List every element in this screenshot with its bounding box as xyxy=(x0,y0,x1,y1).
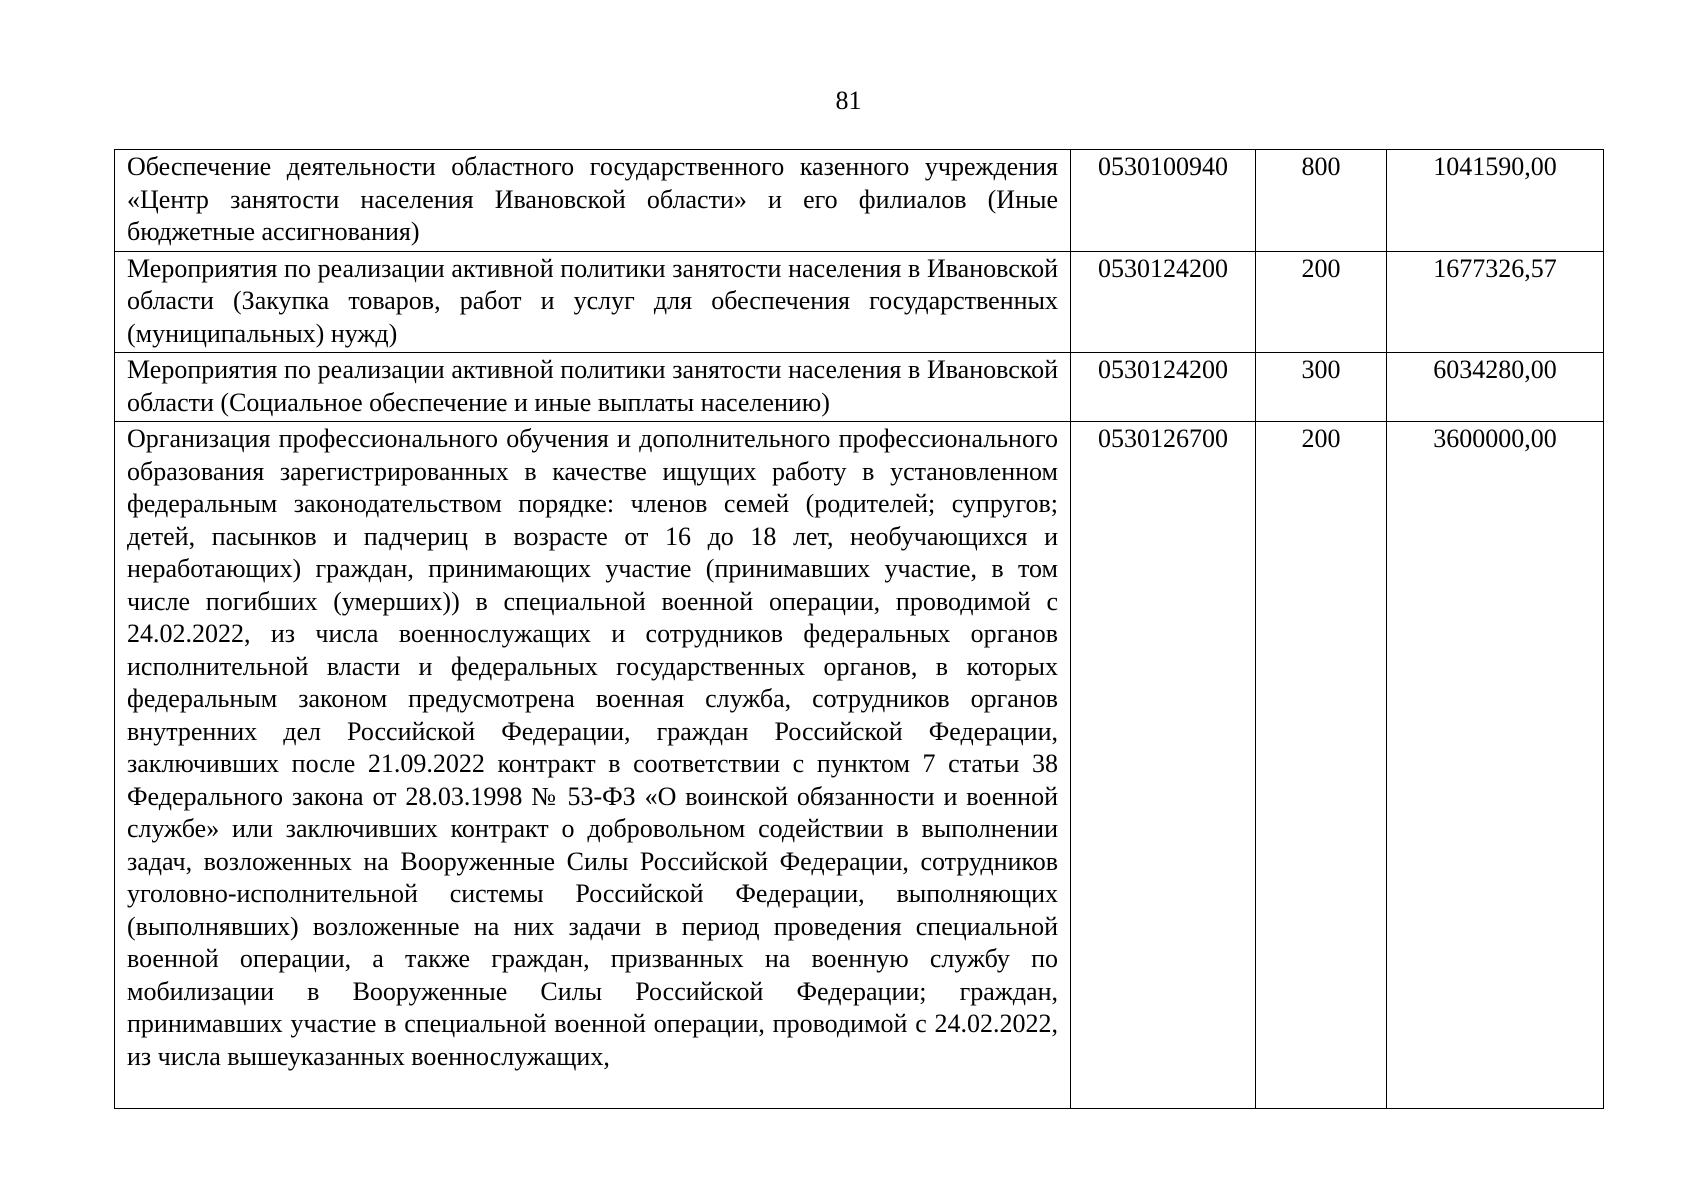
row-description: Обеспечение деятельности областного государственного казенного учреждения «Центр занятости населения Ивановской области» и его филиалов (Иные бюджетные ассигнования) xyxy=(115,150,1071,252)
table-row xyxy=(115,422,1604,1109)
row-amount: 3600000,00 xyxy=(1387,422,1604,1109)
row-expense-type: 800 xyxy=(1256,150,1387,252)
row-description: Организация профессионального обучения и дополнительного профессионального образования зарегистрированных в качестве ищущих работу в установленном федеральным законодательством порядке: членов семей (родителей; супругов; детей, пасынков и падчериц в возрасте от 16 до 18 лет, необучающихся и неработающих) граждан, принимающих участие (принимавших участие, в том числе погибших (умерших)) в специальной военной операции, проводимой с 24.02.2022, из числа военнослужащих и сотрудников федеральных органов исполнительной власти и федеральных государственных органов, в которых федеральным законом предусмотрена военная служба, сотрудников органов внутренних дел Российской Федерации, граждан Российской Федерации, заключивших после 21.09.2022 контракт в соответствии с пунктом 7 статьи 38 Федерального закона от 28.03.1998 № 53-ФЗ «О воинской обязанности и военной службе» или заключивших контракт о добровольном содействии в выполнении задач, возложенных на Вооруженные Силы Российской Федерации, сотрудников уголовно-исполнительной системы Российской Федерации, выполняющих (выполнявших) возложенные на них задачи в период проведения специальной военной операции, а также граждан, призванных на военную службу по мобилизации в Вооруженные Силы Российской Федерации; граждан, принимавших участие в специальной военной операции, проводимой с 24.02.2022, из числа вышеуказанных военнослужащих, xyxy=(115,422,1071,1109)
page-number: 81 xyxy=(835,86,862,115)
budget-table xyxy=(114,149,1604,1109)
row-description: Мероприятия по реализации активной политики занятости населения в Ивановской области (Социальное обеспечение и иные выплаты населению) xyxy=(115,353,1071,422)
row-target-code: 0530124200 xyxy=(1071,353,1256,422)
row-target-code: 0530124200 xyxy=(1071,251,1256,353)
table-row xyxy=(115,150,1604,252)
row-description: Мероприятия по реализации активной политики занятости населения в Ивановской области (Закупка товаров, работ и услуг для обеспечения государственных (муниципальных) нужд) xyxy=(115,251,1071,353)
row-target-code: 0530100940 xyxy=(1071,150,1256,252)
row-amount: 1041590,00 xyxy=(1387,150,1604,252)
row-amount: 6034280,00 xyxy=(1387,353,1604,422)
row-expense-type: 200 xyxy=(1256,422,1387,1109)
row-amount: 1677326,57 xyxy=(1387,251,1604,353)
row-expense-type: 200 xyxy=(1256,251,1387,353)
table-row xyxy=(115,353,1604,422)
row-target-code: 0530126700 xyxy=(1071,422,1256,1109)
table-row xyxy=(115,251,1604,353)
row-expense-type: 300 xyxy=(1256,353,1387,422)
